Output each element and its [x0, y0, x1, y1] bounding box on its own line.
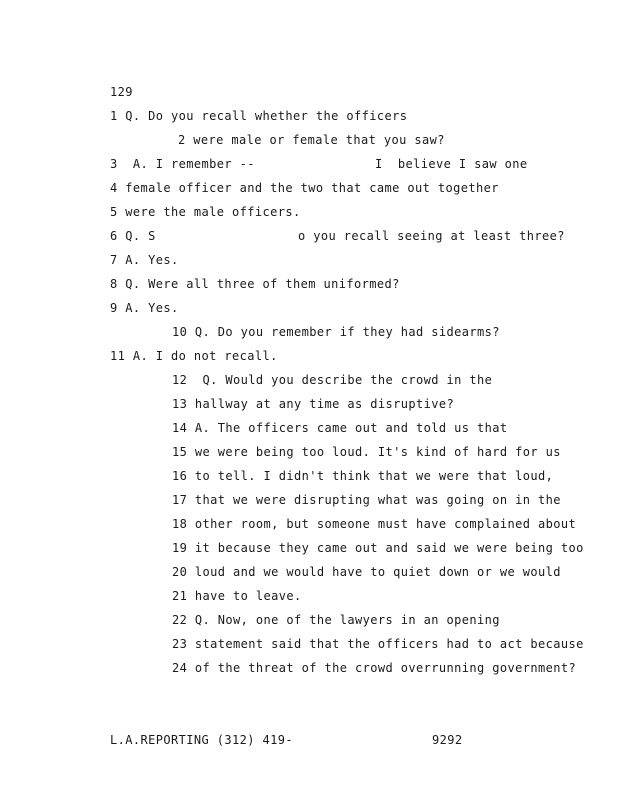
transcript-line: 2 were male or female that you saw?	[178, 133, 445, 147]
transcript-line: 22 Q. Now, one of the lawyers in an opening	[172, 613, 500, 627]
footer-phone-suffix: 9292	[432, 733, 463, 747]
transcript-line: 3 A. I remember --	[110, 157, 255, 171]
transcript-line: 16 to tell. I didn't think that we were that loud,	[172, 469, 554, 483]
transcript-line: 7 A. Yes.	[110, 253, 179, 267]
transcript-line: 10 Q. Do you remember if they had sidearms?	[172, 325, 500, 339]
transcript-line: 17 that we were disrupting what was going on in the	[172, 493, 561, 507]
transcript-line: 14 A. The officers came out and told us that	[172, 421, 508, 435]
transcript-line: 11 A. I do not recall.	[110, 349, 278, 363]
transcript-line: 12 Q. Would you describe the crowd in the	[172, 373, 493, 387]
transcript-line: 18 other room, but someone must have complained about	[172, 517, 577, 531]
transcript-line: I believe I saw one	[375, 157, 528, 171]
transcript-line: o you recall seeing at least three?	[298, 229, 565, 243]
transcript-line: 15 we were being too loud. It's kind of hard for us	[172, 445, 561, 459]
transcript-line: 5 were the male officers.	[110, 205, 301, 219]
transcript-line: 24 of the threat of the crowd overrunning government?	[172, 661, 577, 675]
transcript-line: 19 it because they came out and said we were being too	[172, 541, 584, 555]
page-number: 129	[110, 85, 133, 99]
transcript-line: 21 have to leave.	[172, 589, 302, 603]
transcript-line: 20 loud and we would have to quiet down or we would	[172, 565, 561, 579]
transcript-line: 1 Q. Do you recall whether the officers	[110, 109, 408, 123]
transcript-line: 9 A. Yes.	[110, 301, 179, 315]
transcript-line: 4 female officer and the two that came out together	[110, 181, 499, 195]
transcript-line: 23 statement said that the officers had to act because	[172, 637, 584, 651]
footer-reporter: L.A.REPORTING (312) 419-	[110, 733, 293, 747]
transcript-line: 8 Q. Were all three of them uniformed?	[110, 277, 400, 291]
transcript-line: 6 Q. S	[110, 229, 156, 243]
transcript-line: 13 hallway at any time as disruptive?	[172, 397, 455, 411]
